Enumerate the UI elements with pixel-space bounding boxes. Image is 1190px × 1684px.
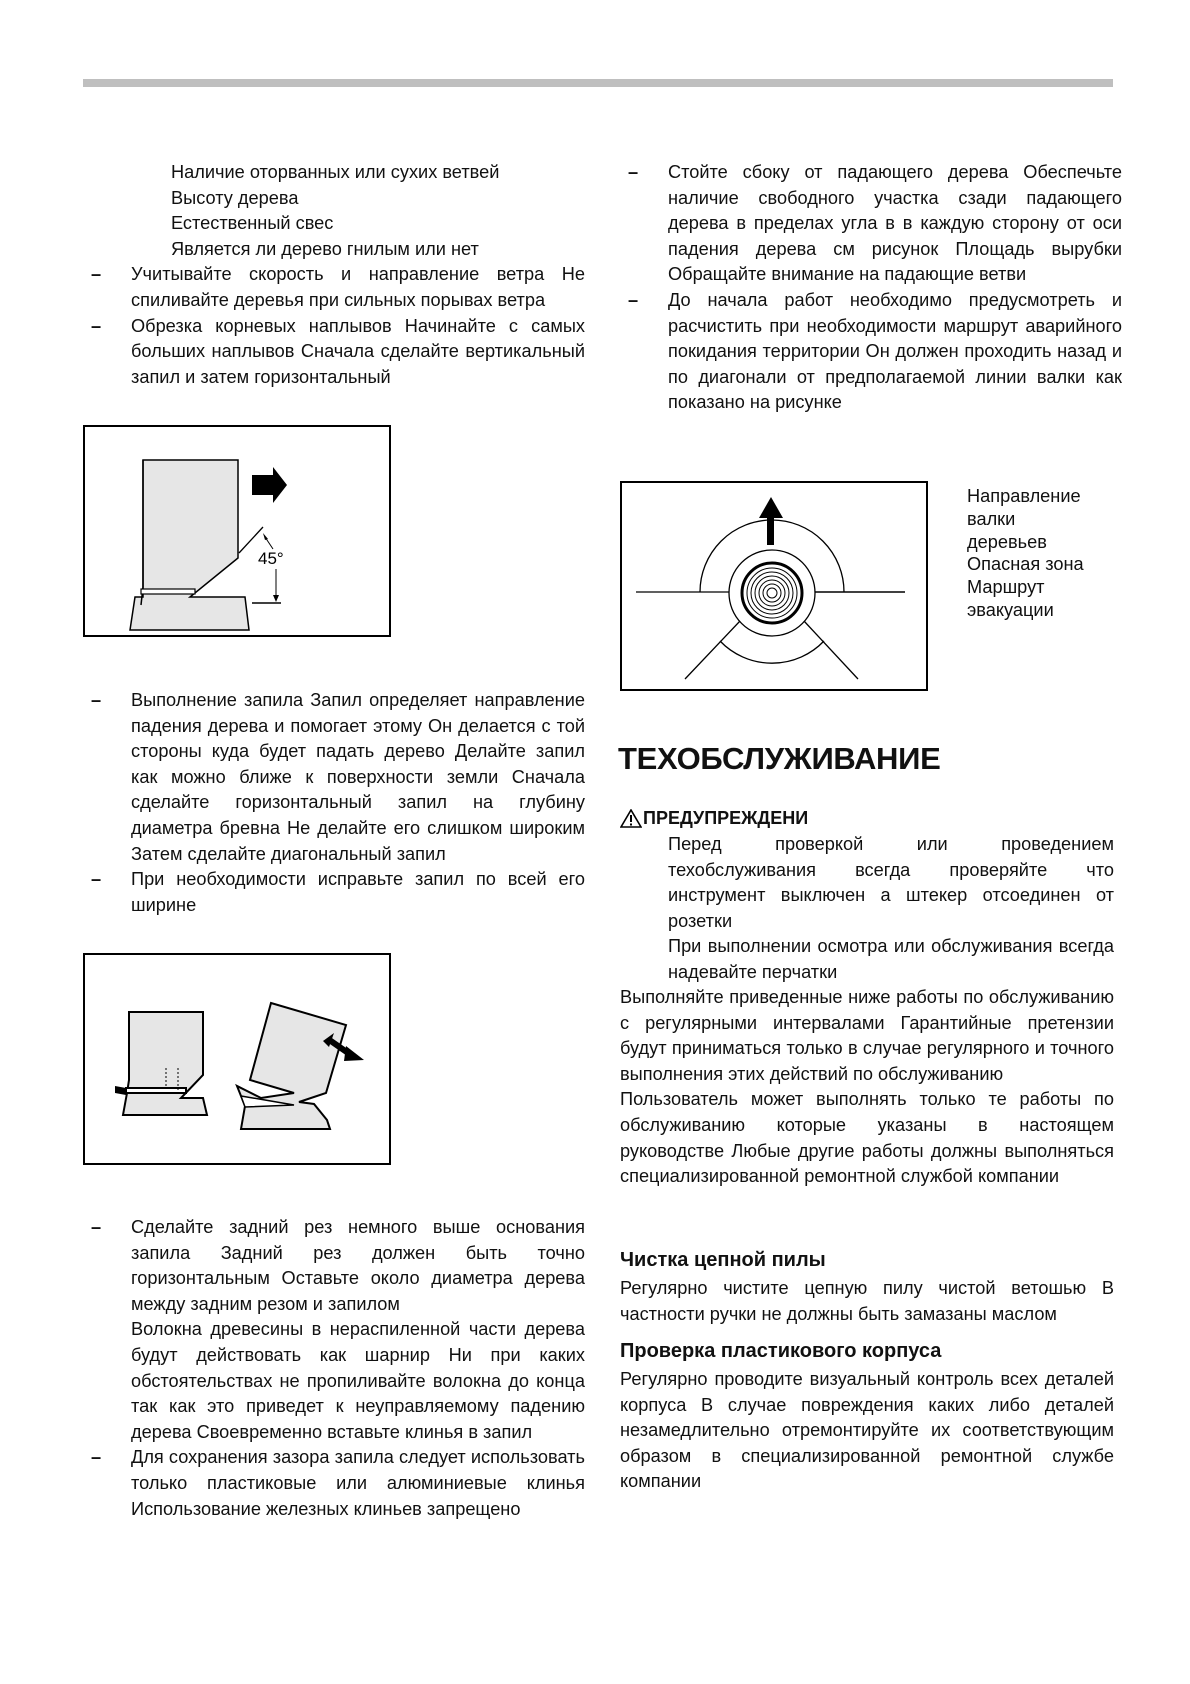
left-column (83, 160, 585, 390)
warning-label: ПРЕДУПРЕЖДЕНИ (643, 808, 809, 828)
buttress-cut-diagram (85, 427, 389, 635)
body-paragraph: Выполняйте приведенные ниже работы по обслуживанию с регулярными интервалами Гарантийные претензии будут приниматься только в случае регулярного и точного выполнения этих действий по обслуживанию (620, 987, 1114, 1084)
dash-bullet: – (91, 1217, 102, 1237)
warning-heading (620, 808, 808, 829)
legend-line: Опасная зона (967, 554, 1084, 575)
legend-line: валки (967, 508, 1016, 529)
bullet-item (83, 314, 585, 391)
subsection-title: Проверка пластикового корпуса (620, 1340, 942, 1362)
figure-buttress-cut (83, 425, 391, 637)
arrow-up-icon (759, 497, 783, 518)
bullet-item (83, 1445, 585, 1522)
left-backcut-section (83, 1215, 585, 1522)
dash-bullet: – (91, 869, 102, 890)
subsection-text: Регулярно чистите цепную пилу чистой ветошью В частности ручки не должны быть замазаны маслом (620, 1278, 1114, 1324)
felling-cut-diagram (85, 955, 389, 1163)
bullet-item (83, 262, 585, 313)
warning-text (620, 832, 1114, 986)
bullet-item (620, 288, 1122, 416)
bullet-text: Сделайте задний рез немного выше основания запила Задний рез должен быть точно горизонтальным Оставьте около диаметра дерева между задним резом и запилом (131, 1217, 585, 1314)
bullet-item (83, 1317, 585, 1445)
dash-bullet: – (91, 690, 102, 710)
section-title: ТЕХОБСЛУЖИВАНИЕ (618, 741, 941, 776)
bullet-text: При необходимости исправьте запил по всей его ширине (131, 869, 585, 915)
legend-line: деревьев (967, 531, 1047, 552)
subsection-text: Регулярно проводите визуальный контроль всех деталей корпуса В случае повреждения каких либо деталей незамедлительно отремонтируйте их соответствующим образом в специализированной ремонтной службе компании (620, 1369, 1114, 1492)
angle-label: 45° (258, 549, 284, 568)
arrow-right-icon (252, 467, 287, 503)
bullet-item (83, 867, 585, 918)
left-notch-section (83, 688, 585, 918)
dash-bullet: – (91, 1447, 102, 1468)
figure-felling-area (620, 481, 928, 691)
bullet-text: Выполнение запила Запил определяет направление падения дерева и помогает этому Он делается с той стороны куда будет падать дерево Делайте запил как можно ближе к поверхности земли Сначала сделайте горизонтальный запил на глубину диаметра бревна Не делайте его слишком широким Затем сделайте диагональный запил (131, 690, 585, 864)
bullet-item (620, 160, 1122, 288)
figure-legend (967, 485, 1084, 622)
bullet-text: Обрезка корневых наплывов Начинайте с самых больших наплывов Сначала сделайте вертикальный запил и затем горизонтальный (131, 315, 585, 387)
felling-area-diagram (622, 483, 926, 689)
subsection-title: Чистка цепной пилы (620, 1249, 826, 1271)
bullet-item (83, 1215, 585, 1317)
legend-line: эвакуации (967, 599, 1054, 620)
legend-line: Направление (967, 486, 1081, 506)
bullet-text: До начала работ необходимо предусмотреть и расчистить при необходимости маршрут аварийного покидания территории Он должен проходить назад и по диагонали от предполагаемой линии валки как показано на рисунке (668, 289, 1122, 413)
header-rule (83, 79, 1113, 87)
bullet-text: Для сохранения зазора запила следует использовать только пластиковые или алюминиевые клинья Использование железных клиньев запрещено (131, 1447, 585, 1519)
legend-line: Маршрут (967, 577, 1045, 598)
list-item: Наличие оторванных или сухих ветвей (171, 162, 500, 182)
list-item: Естественный свес (171, 213, 334, 234)
bullet-text: Учитывайте скорость и направление ветра Не спиливайте деревья при сильных порывах ветра (131, 264, 585, 310)
list-item: Высоту дерева (171, 187, 299, 208)
dash-bullet: – (628, 289, 639, 310)
arrow-diagonal-icon (344, 1046, 364, 1061)
right-column (620, 160, 1122, 416)
body-paragraph: Пользователь может выполнять только те работы по обслуживанию которые указаны в настоящем руководстве Любые другие работы должны выполняться специализированной ремонтной службой компании (620, 1089, 1114, 1187)
maintenance-body (620, 985, 1114, 1190)
warning-paragraph: Перед проверкой или проведением техобслуживания всегда проверяйте что инструмент выключен а штекер отсоединен от розетки (668, 834, 1114, 931)
warning-triangle-icon (620, 809, 642, 828)
dash-bullet: – (91, 264, 102, 285)
bullet-text: Волокна древесины в нераспиленной части дерева будут действовать как шарнир Ни при каких обстоятельствах не пропиливайте волокна до конца так как это приведет к неуправляемому падению дерева Своевременно вставьте клинья в запил (131, 1319, 585, 1442)
list-item: Является ли дерево гнилым или нет (171, 238, 479, 259)
bullet-text: Стойте сбоку от падающего дерева Обеспечьте наличие свободного участка сзади падающего дерева в пределах угла в в каждую сторону от оси падения дерева см рисунок Площадь вырубки Обращайте внимание на падающие ветви (668, 162, 1122, 285)
dash-bullet: – (91, 315, 102, 336)
dash-bullet: – (628, 162, 639, 182)
warning-paragraph: При выполнении осмотра или обслуживания всегда надевайте перчатки (668, 936, 1114, 982)
bullet-item (83, 688, 585, 867)
figure-felling-cut (83, 953, 391, 1165)
